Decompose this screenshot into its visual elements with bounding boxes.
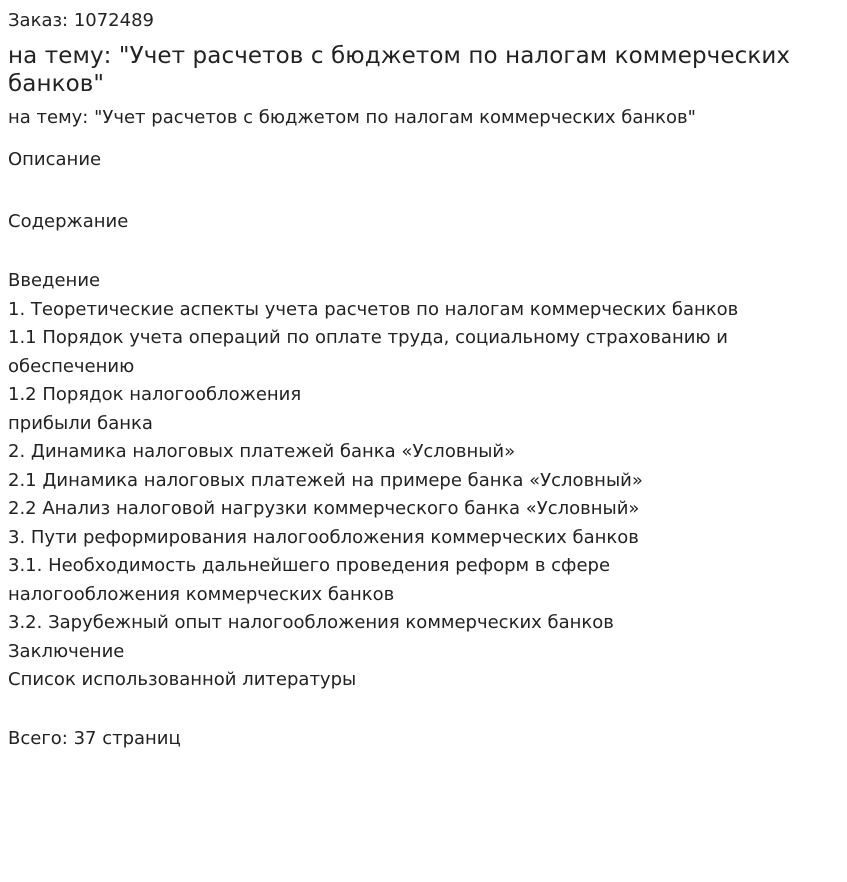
toc-item: 1. Теоретические аспекты учета расчетов по налогам коммерческих банков: [8, 298, 739, 320]
toc-item: налогообложения коммерческих банков: [8, 583, 395, 605]
toc-item: Список использованной литературы: [8, 669, 357, 690]
page-title: на тему: "Учет расчетов с бюджетом по налогам коммерческих банков": [8, 43, 791, 97]
toc-item: 3. Пути реформирования налогообложения коммерческих банков: [8, 526, 639, 548]
toc-item: 2. Динамика налоговых платежей банка «Условный»: [8, 441, 516, 462]
toc-item: 1.1 Порядок учета операций по оплате труда, социальному страхованию и: [8, 327, 728, 348]
toc-item: прибыли банка: [8, 412, 153, 434]
description-heading: Описание: [8, 149, 102, 170]
toc-item: Заключение: [8, 640, 125, 662]
table-of-contents: [8, 267, 839, 695]
page-subtitle: на тему: "Учет расчетов с бюджетом по налогам коммерческих банков": [8, 107, 696, 128]
toc-item: Введение: [8, 270, 101, 291]
toc-item: 3.2. Зарубежный опыт налогообложения коммерческих банков: [8, 612, 614, 633]
toc-item: 2.1 Динамика налоговых платежей на примере банка «Условный»: [8, 469, 643, 491]
contents-heading: Содержание: [8, 211, 129, 232]
toc-item: 1.2 Порядок налогообложения: [8, 384, 302, 405]
toc-item: обеспечению: [8, 355, 135, 377]
order-number: Заказ: 1072489: [8, 10, 154, 31]
page-count: Всего: 37 страниц: [8, 727, 181, 749]
toc-item: 3.1. Необходимость дальнейшего проведения реформ в сфере: [8, 555, 611, 576]
toc-item: 2.2 Анализ налоговой нагрузки коммерческого банка «Условный»: [8, 498, 640, 519]
